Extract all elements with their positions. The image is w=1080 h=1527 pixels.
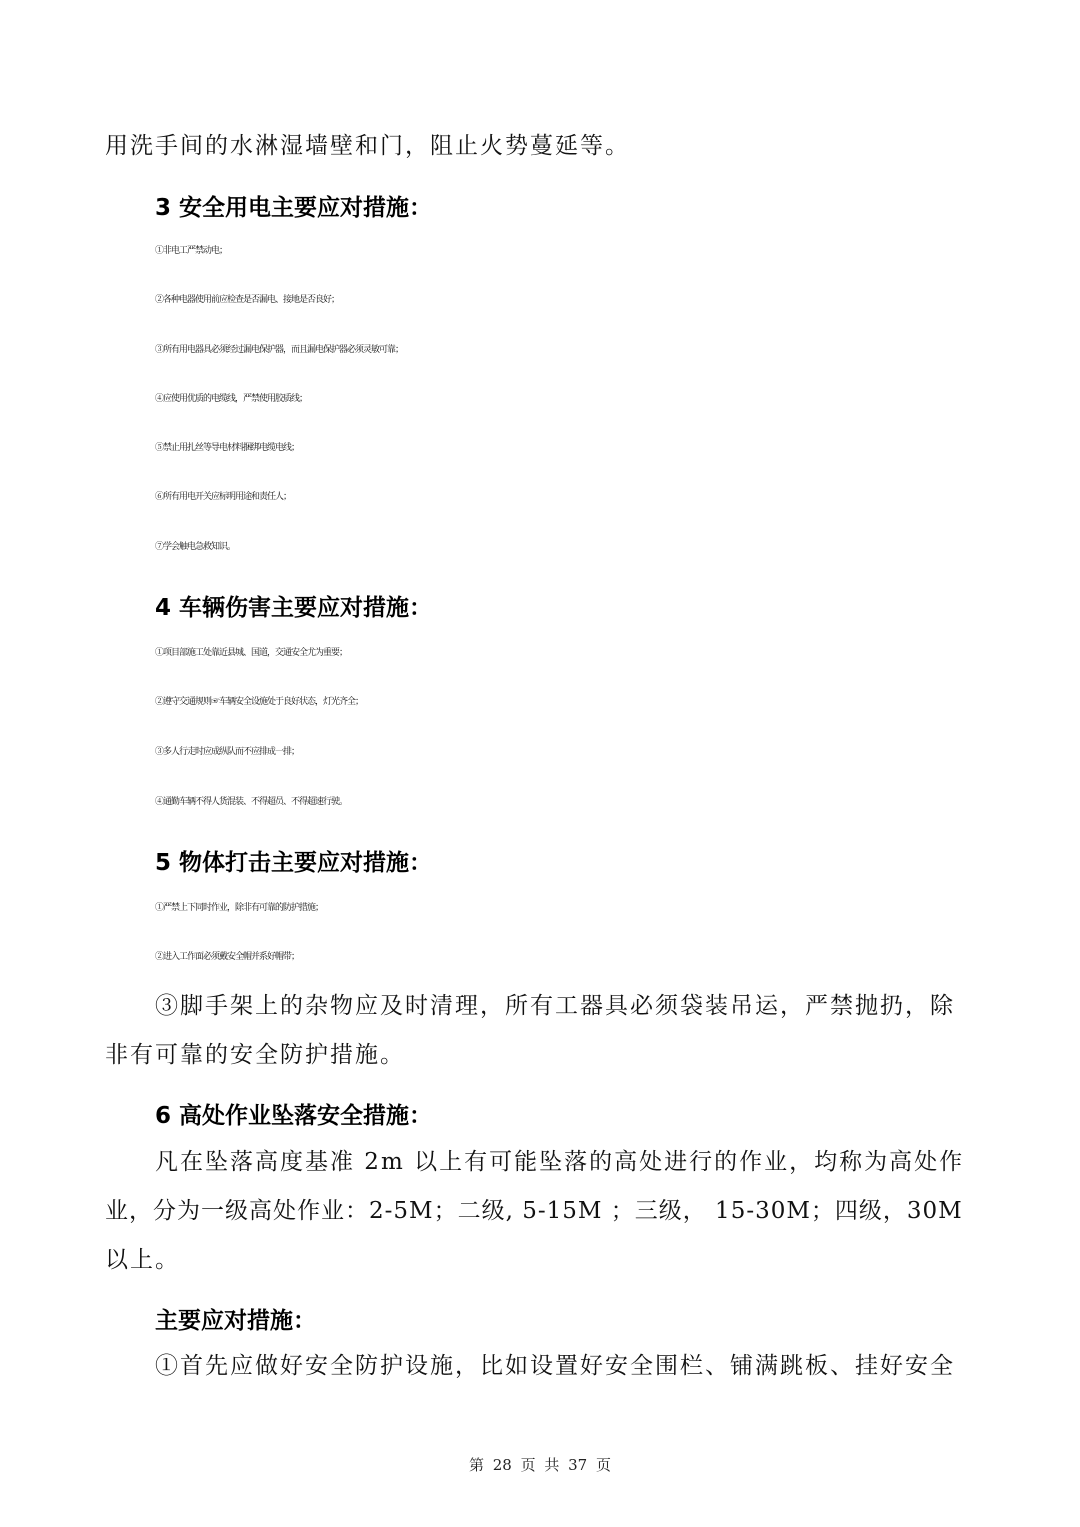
paragraph-line: 非有可靠的安全防护措施。 <box>105 1042 405 1068</box>
list-item: ③多人行走时应成纵队而不应排成一排； <box>155 747 300 757</box>
section-heading-object-strike: 5 物体打击主要应对措施： <box>155 850 433 876</box>
list-item: ③所有用电器具必须经过漏电保护器，而且漏电保护器必须灵敏可靠； <box>155 345 404 355</box>
list-item: ③脚手架上的杂物应及时清理，所有工器具必须袋装吊运，严禁抛扔，除 <box>155 993 955 1019</box>
list-item: ①首先应做好安全防护设施，比如设置好安全围栏、铺满跳板、挂好安全 <box>155 1353 955 1379</box>
paragraph-line: 用洗手间的水淋湿墙壁和门，阻止火势蔓延等。 <box>105 133 630 159</box>
section-heading-electrical-safety: 3 安全用电主要应对措施： <box>155 195 433 221</box>
list-item: ④通勤车辆不得人货混装、不得超员、不得超速行驶。 <box>155 797 348 807</box>
list-item: ①项目部施工处靠近县城、国道，交通安全尤为重要； <box>155 648 348 658</box>
section-heading-vehicle-injury: 4 车辆伤害主要应对措施： <box>155 595 433 621</box>
list-item: ①非电工严禁动电； <box>155 246 228 256</box>
paragraph-line: 以上。 <box>105 1247 180 1273</box>
list-item: ②各种电器使用前应检查是否漏电、接地是否良好； <box>155 295 340 305</box>
list-item: ①严禁上下同时作业，除非有可靠的防护措施； <box>155 903 324 913</box>
page-footer: 第 28 页 共 37 页 <box>468 1456 611 1474</box>
list-item: ⑦学会触电急救知识。 <box>155 542 236 552</box>
list-item: ⑤禁止用扎丝等导电材料捆绑电缆电线； <box>155 443 300 453</box>
section-heading-height-work: 6 高处作业坠落安全措施： <box>155 1103 433 1129</box>
list-item: ⑥所有用电开关应标明用途和责任人； <box>155 492 292 502</box>
list-item: ②进入工作面必须戴安全帽并系好帽带； <box>155 952 300 962</box>
paragraph-line: 业，分为一级高处作业：2-5M；二级, 5-15M ；三级， 15-30M；四级，30M <box>105 1198 963 1224</box>
list-item: ②遵守交通规则☞车辆安全设施处于良好状态，灯光齐全； <box>155 697 364 707</box>
section-heading-main-measures: 主要应对措施： <box>155 1308 316 1334</box>
list-item: ④应使用优质的电缆线，严禁使用胶质线； <box>155 394 308 404</box>
paragraph-line: 凡在坠落高度基准 2m 以上有可能坠落的高处进行的作业，均称为高处作 <box>155 1149 965 1175</box>
